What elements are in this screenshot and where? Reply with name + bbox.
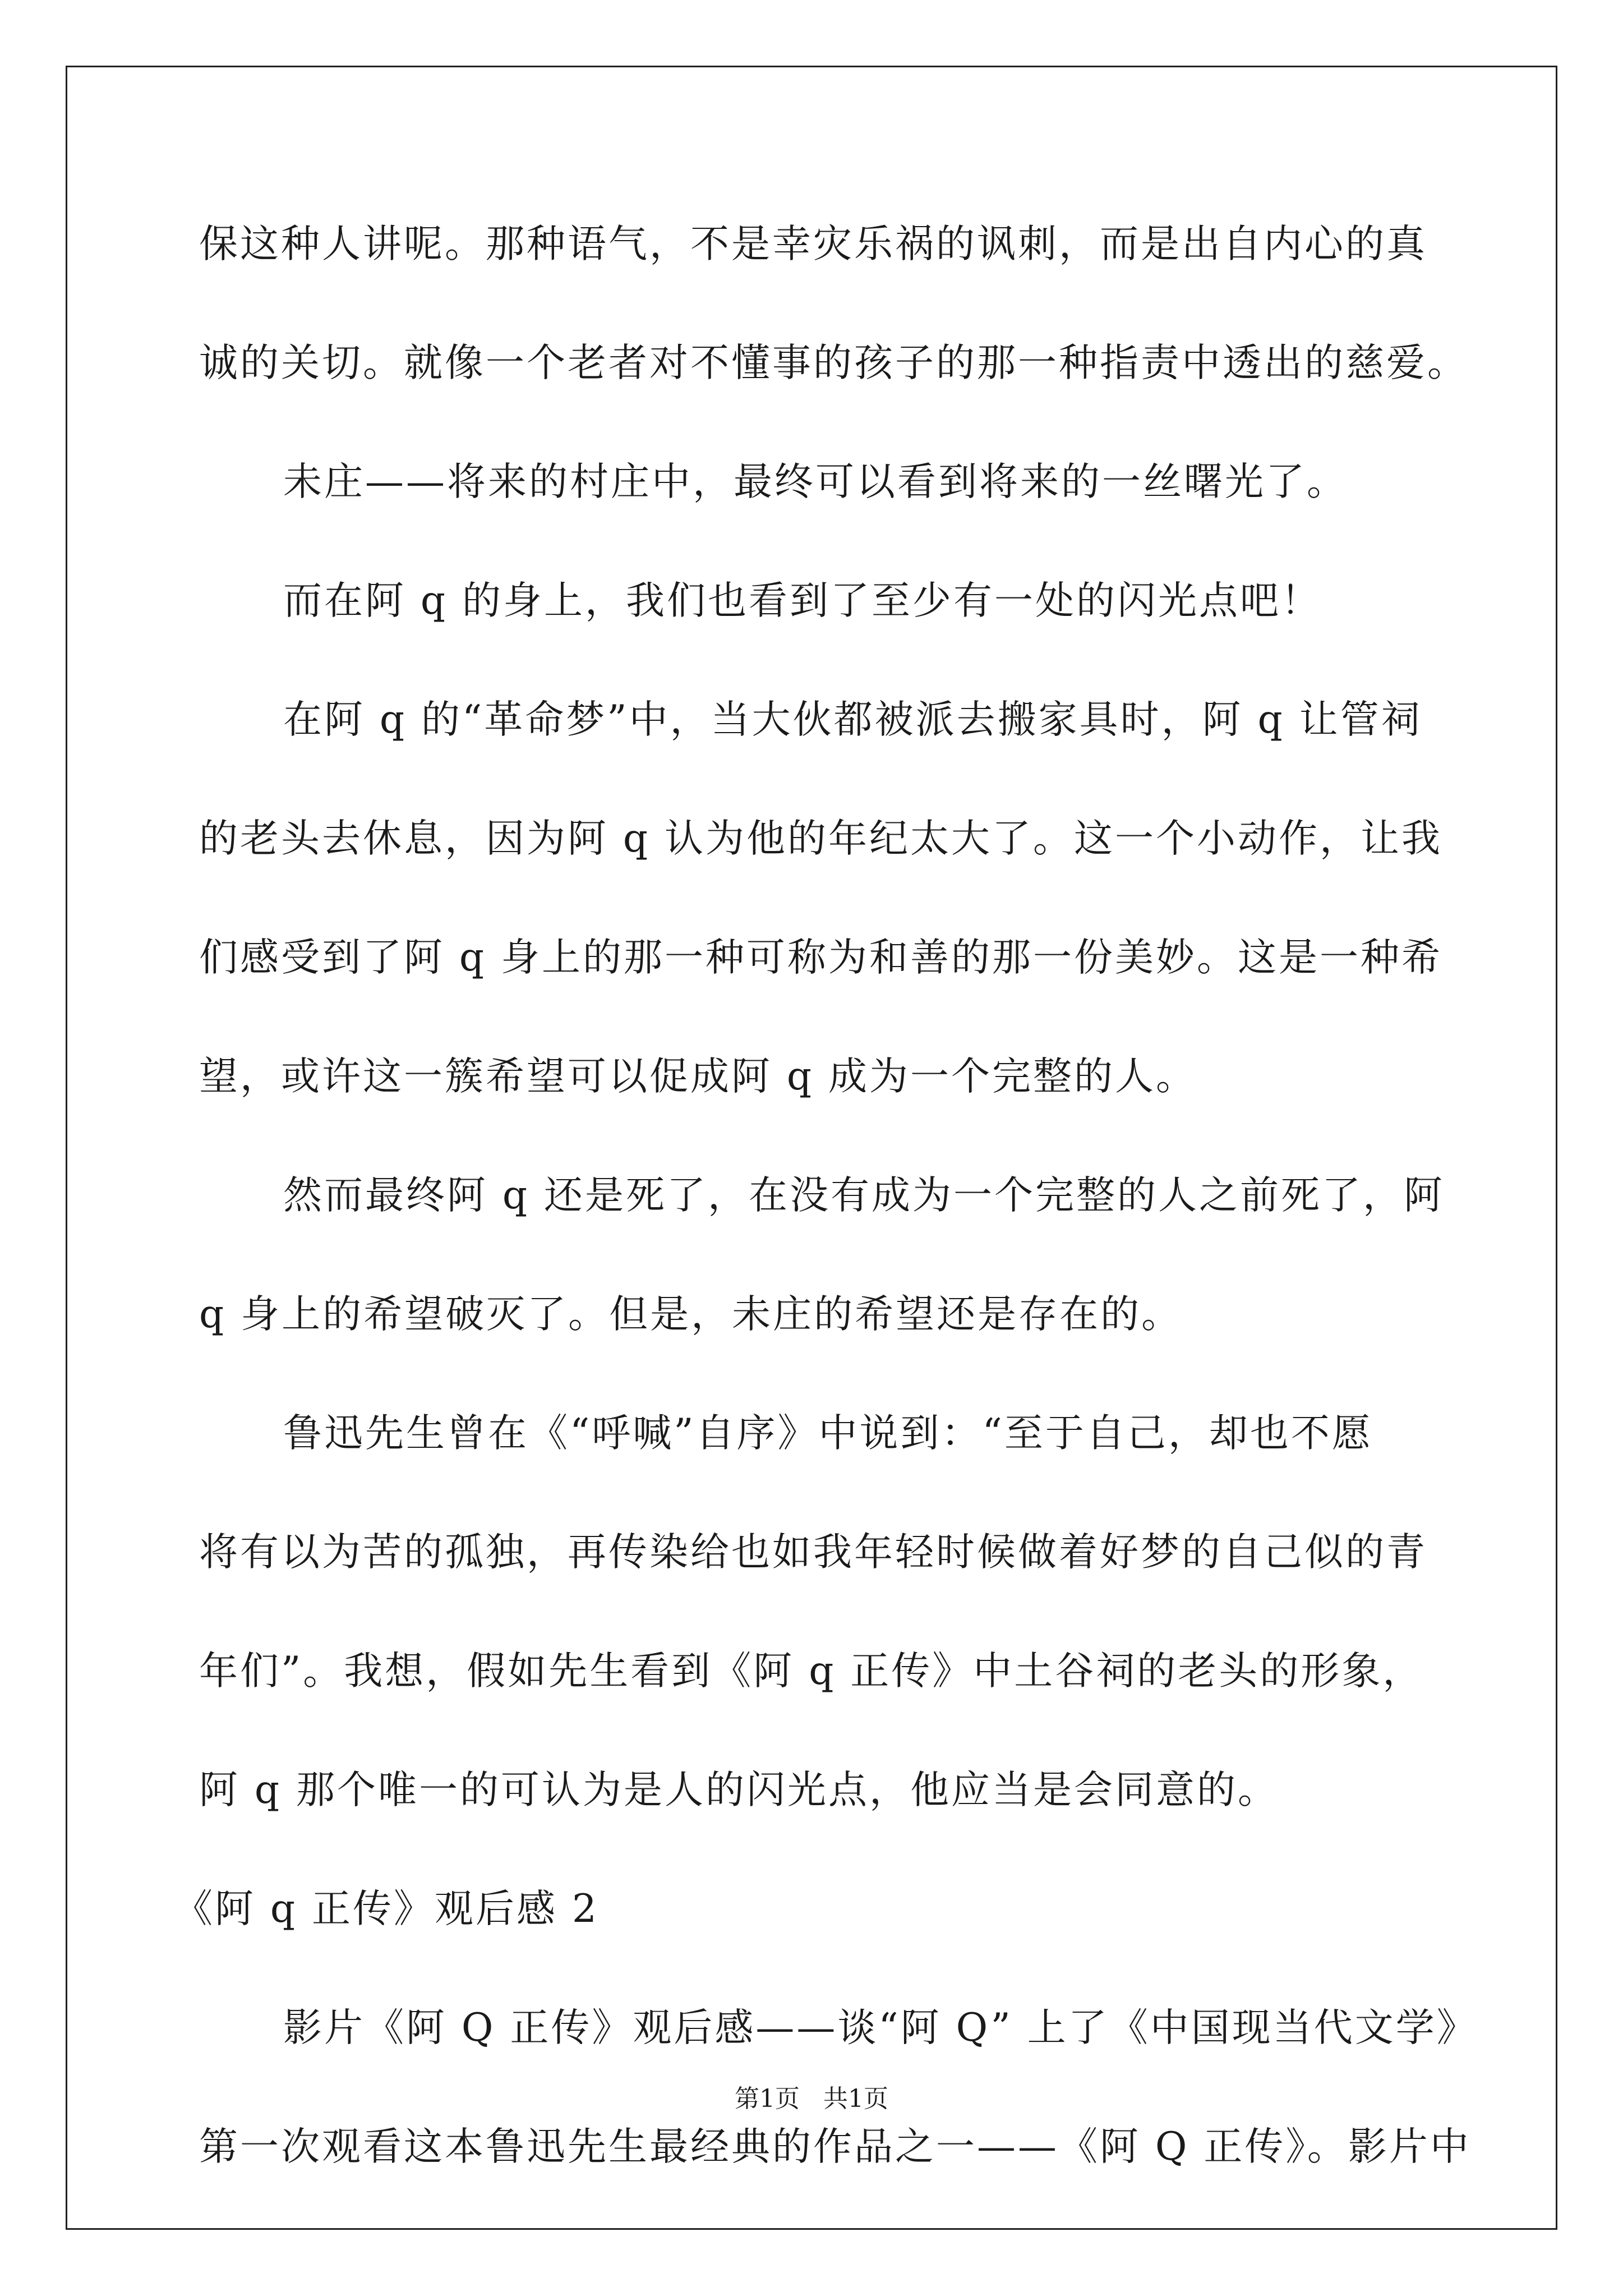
text-line: 望，或许这一簇希望可以促成阿 q 成为一个完整的人。 <box>199 1054 1197 1099</box>
text-line: 阿 q 那个唯一的可认为是人的闪光点，他应当是会同意的。 <box>199 1768 1279 1812</box>
page-number-footer: 第1页 共1页 <box>735 2085 888 2113</box>
text-line: 年们”。我想，假如先生看到《阿 q 正传》中土谷祠的老头的形象， <box>199 1649 1424 1694</box>
text-line: 的老头去休息，因为阿 q 认为他的年纪太大了。这一个小动作，让我 <box>199 816 1443 861</box>
text-line: 在阿 q 的“革命梦”中，当大伙都被派去搬家具时，阿 q 让管祠 <box>283 697 1422 742</box>
text-line: 第一次观看这本鲁迅先生最经典的作品之一——《阿 Q 正传》。影片中 <box>199 2124 1471 2169</box>
text-line: 鲁迅先生曾在《“呼喊”自序》中说到：“至于自己，却也不愿 <box>283 1411 1373 1456</box>
text-line: 保这种人讲呢。那种语气，不是幸灾乐祸的讽刺，而是出自内心的真 <box>199 222 1427 266</box>
text-line: 然而最终阿 q 还是死了，在没有成为一个完整的人之前死了，阿 <box>283 1173 1445 1218</box>
text-line: 诚的关切。就像一个老者对不懂事的孩子的那一种指责中透出的慈爱。 <box>199 341 1468 385</box>
text-line: 影片《阿 Q 正传》观后感——谈“阿 Q” 上了《中国现当代文学》 <box>283 2005 1478 2050</box>
text-line: 们感受到了阿 q 身上的那一种可称为和善的那一份美妙。这是一种希 <box>199 935 1443 980</box>
text-line: 而在阿 q 的身上，我们也看到了至少有一处的闪光点吧！ <box>283 578 1322 623</box>
text-line: 将有以为苦的孤独，再传染给也如我年轻时候做着好梦的自己似的青 <box>199 1530 1427 1575</box>
text-line: q 身上的希望破灭了。但是，未庄的希望还是存在的。 <box>199 1292 1183 1337</box>
text-line: 未庄——将来的村庄中，最终可以看到将来的一丝曙光了。 <box>283 459 1348 504</box>
document-body <box>174 202 1478 2224</box>
section-heading: 《阿 q 正传》观后感 2 <box>174 1887 599 1931</box>
